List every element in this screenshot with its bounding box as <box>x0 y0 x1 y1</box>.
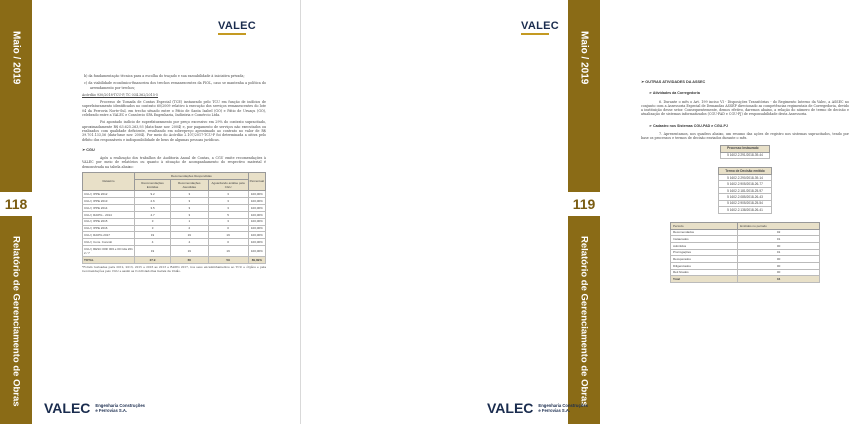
cell-aguardando: 3 <box>208 191 248 198</box>
table-row <box>671 236 820 243</box>
table-row <box>83 225 266 232</box>
cell-label: Total <box>671 276 738 283</box>
cell-emitidas: 2.6 <box>135 198 171 205</box>
cell-label: CGU | Cons. Concob <box>83 239 135 246</box>
cgu-paragraph: Após a realização dos trabalhos de Auditoria Anual de Contas, a CGU emite recomendações à VALEC por meio de relatórios ou quanto à situação de acompanhamento do respectivo material é demonstrada na tabela abaixo: <box>82 156 266 169</box>
section-heading-text: OUTRAS ATIVIDADES DA ASSEC <box>645 80 706 84</box>
periodo-summary-table <box>670 222 820 283</box>
left-paragraph-1: Processo de Tomada de Contas Especial (TCE) instaurado pelo TCU em função de indícios de superfaturamento identificados no contrato 60/2009 relativo à execução dos serviços remanescentes do lote 04 da Ferrovia Norte-Sul, em trecho situado entre o Pátio de Santa Izabel (GO) e Pátio de Uruaçu (GO), celebrado entre a VALEC e Consórcio SPA Engenharia, Indústria e Comércio Ltda. <box>82 100 266 118</box>
right-band-report-title: Relatório de Gerenciamento de Obras <box>578 235 590 407</box>
right-footer-logo: VALEC <box>487 400 534 416</box>
left-paragraph-2: Foi apontado indício de superfaturamento por preço excessivo em 29% do contrato supracitado, aproximadamente R$ 63.625.263,93 (data-base nov. 2004) e, por pagamento de serviços não executados ou realizados com qualidade deficiente, resultando em sobrepreço aproximado ao contrato no valor de R$ 39.701.133,56 (data-base nov. 2004). Por meio do Acórdão 2.107/2017-TCU-P foi determinada a oitiva pelo débito dos responsáveis e indisponibilidade de bens de algumas pessoas jurídicas. <box>82 120 266 142</box>
cell-aguardando: 0 <box>208 225 248 232</box>
cell-pct: 100,00% <box>248 239 265 246</box>
table-total-row <box>83 257 266 264</box>
cell-label: Recuperados <box>671 256 738 263</box>
cell-label: Admitidos <box>671 243 738 250</box>
decisao-number: 5 1602.2.290/2018-39-14 <box>719 174 771 180</box>
cell-emitidas: 3 <box>135 225 171 232</box>
cell-pct: 100,00% <box>248 232 265 239</box>
cell-emitidas: 3.5 <box>135 204 171 211</box>
table-total-row <box>671 276 820 283</box>
cell-atendidas: 4 <box>171 239 208 246</box>
cell-aguardando: 3 <box>208 204 248 211</box>
right-page <box>300 0 849 424</box>
table-row <box>671 229 820 236</box>
right-top-logo <box>521 20 559 35</box>
table-row <box>83 204 266 211</box>
cell-atendidas: 19 <box>171 232 208 239</box>
cell-label: CGU | IPPE 2012 <box>83 191 135 198</box>
cell-atendidas: 3 <box>171 211 208 218</box>
cell-atendidas: 19 <box>171 246 208 257</box>
cell-emitidas: 19 <box>135 232 171 239</box>
table-row <box>671 263 820 270</box>
cell-pct: 89,39% <box>248 257 265 264</box>
left-footer <box>44 400 145 416</box>
cell-pct: 100,00% <box>248 211 265 218</box>
cell-label: TOTAL <box>83 257 135 264</box>
th-termo-decisao: Termo de Decisão emitido <box>719 168 771 175</box>
th-periodo: Período <box>671 222 738 229</box>
termo-decisao-table <box>718 167 771 214</box>
th-aguardando: Aguardando análise pela CGU <box>208 179 248 190</box>
th-emitidas: Recomendações Emitidas <box>135 179 171 190</box>
cgu-heading: ➢ CGU <box>82 147 95 152</box>
th-percentual: Percentual <box>248 173 265 191</box>
table-row <box>719 207 771 213</box>
cell-aguardando: 0 <box>208 239 248 246</box>
cell-pct: 100,00% <box>248 198 265 205</box>
cell-pct: 100,00% <box>248 225 265 232</box>
table-row <box>83 239 266 246</box>
decisao-number: 5 1602.2.085/2018-26-43 <box>719 194 771 200</box>
cell-emitidas: 4 <box>135 239 171 246</box>
cell-atendidas: 3 <box>171 198 208 205</box>
cell-pct: 100,00% <box>248 218 265 225</box>
left-item-b: b) da fundamentação técnica para a escolha do traçado e sua razoabilidade à iniciativa privada; <box>84 74 245 78</box>
decisao-number: 5 1602.2.905/2018-26-77 <box>719 181 771 187</box>
cell-label: CGU | RAIPG - 2014 <box>83 211 135 218</box>
decisao-number: 5 1602.2.905/2018-25-54 <box>719 200 771 206</box>
th-emitidos: Emitidos no período <box>738 222 820 229</box>
acordao-reference: Acórdão 930/2018-TCU-P, TC 034.362/2015-5 <box>82 92 159 97</box>
left-page-number: 118 <box>0 192 32 216</box>
cell-label: Prorrogações <box>671 249 738 256</box>
cell-value: 00 <box>738 263 820 270</box>
cell-emitidas: 3 <box>135 218 171 225</box>
cell-atendidas: 2 <box>171 225 208 232</box>
cell-value: 04 <box>738 276 820 283</box>
cell-value: 00 <box>738 256 820 263</box>
subheading-cadastro-text: Cadastro nos Sistemas CGU-PAD e CGU-PJ <box>653 123 728 128</box>
decisao-number: 5 1602.2.181/2018-25-97 <box>719 187 771 193</box>
left-item-c: c) da viabilidade econômico-financeira dos trechos remanescentes da FIOL, caso se mantenha a política do arrendamento por trechos; <box>84 81 266 90</box>
left-footer-logo: VALEC <box>44 400 91 416</box>
cell-label: Diligenciados <box>671 263 738 270</box>
table-row <box>671 249 820 256</box>
cell-atendidas: 3 <box>171 191 208 198</box>
right-side-band <box>568 0 600 424</box>
section-heading: ➢ OUTRAS ATIVIDADES DA ASSEC <box>641 80 706 84</box>
cell-value: 01 <box>738 249 820 256</box>
subheading-corregedoria: ➢ Atividades da Corregedoria <box>649 91 700 96</box>
table-note: *Foram revisadas para 2012, 2013, 2015 e 2016 as 2013 e RAIPG 2017, nos seus encaminhamentos ao TCU e órgãos e pela recomendações pelo CGU e assim as Controladorias Gerais da União. <box>82 265 266 273</box>
left-side-band <box>0 0 32 424</box>
cell-pct: 100,00% <box>248 204 265 211</box>
cell-aguardando: 19 <box>208 246 248 257</box>
cell-value: 02 <box>738 229 820 236</box>
cell-label: CGU | IPPE 2015 <box>83 218 135 225</box>
cell-value: 00 <box>738 269 820 276</box>
processo-instaurado-table <box>720 145 770 159</box>
left-band-month: Maio / 2019 <box>10 31 22 85</box>
right-top-logo-bar <box>521 33 549 35</box>
cgu-recommendations-table <box>82 172 266 264</box>
cell-aguardando: 5 <box>208 211 248 218</box>
cell-aguardando: 59 <box>208 257 248 264</box>
cell-label: Instaurados <box>671 236 738 243</box>
left-top-logo-bar <box>218 33 246 35</box>
cell-emitidas: 19 <box>135 246 171 257</box>
cell-label: CGU | RESC 003/ 003 e 00 Cda 201 2 / 7 <box>84 247 133 256</box>
left-top-logo <box>218 20 256 35</box>
decisao-number: 5 1602.2.138/2018-26-41 <box>719 207 771 213</box>
cell-pct: 100,00% <box>248 246 265 257</box>
table-row <box>83 218 266 225</box>
cell-label: CGU | IPPE 2016 <box>83 225 135 232</box>
table-row <box>83 191 266 198</box>
cell-emitidas: 27.9 <box>135 257 171 264</box>
cell-pct: 100,00% <box>248 191 265 198</box>
right-top-logo-text: VALEC <box>521 20 559 32</box>
table-row <box>83 211 266 218</box>
cell-value: 01 <box>738 236 820 243</box>
cell-value: 00 <box>738 243 820 250</box>
cell-aguardando: 3 <box>208 218 248 225</box>
cell-atendidas: 1 <box>171 218 208 225</box>
table-row <box>83 198 266 205</box>
right-content <box>641 74 849 283</box>
cell-label: Recomendados <box>671 229 738 236</box>
cell-atendidas: 3 <box>171 204 208 211</box>
cell-label: CGU | IPPE 2014 <box>83 204 135 211</box>
table-row <box>721 152 770 158</box>
table-row <box>671 243 820 250</box>
left-top-logo-text: VALEC <box>218 20 256 32</box>
company-line-1: Engenharia Construções <box>95 403 145 408</box>
right-band-month: Maio / 2019 <box>578 31 590 85</box>
left-page <box>0 0 300 424</box>
cell-label: CGU | RAIPG 2017 <box>83 232 135 239</box>
th-group-respondidas: Recomendações Respondidas <box>135 173 249 180</box>
subheading-corregedoria-text: Atividades da Corregedoria <box>652 91 700 96</box>
table-row <box>671 256 820 263</box>
cell-emitidas: 4.7 <box>135 211 171 218</box>
th-relatorio: Relatório <box>83 173 135 191</box>
th-processo: Processo Instaurado <box>721 145 770 152</box>
subheading-cadastro: ➢ Cadastro nos Sistemas CGU-PAD e CGU-PJ <box>649 123 728 128</box>
right-paragraph-1: 6. Durante o mês o Art. 199 inciso VI - Disposições Transitórias - do Regimento Interno da Valec, a ASSEC no conjunto com a Assessoria Especial de Demandas ASSEP direcionado as competências regimentais de Corregedoria, devido a instituição desse setor. Consequentemente, demos efetivo, daremos abaixo, a relação do número de termo de decisão e atualização de sistemas informatizados (CGU-PAD e CGU-PJ) de responsabilidade desta Assessoria. <box>641 99 849 117</box>
cell-aguardando: 3 <box>208 198 248 205</box>
cell-label: Reti ficados <box>671 269 738 276</box>
right-page-number: 119 <box>568 192 600 216</box>
right-paragraph-2: 7. Apresentamos, nos quadros abaixo, um resumo das ações de registro nos sistemas supracitados, tendo por base os processos e termos de decisão enviados durante o mês. <box>641 132 849 141</box>
right-footer-company <box>538 403 588 413</box>
company-line-2: e Ferrovias S.A. <box>95 408 128 413</box>
cell-label: CGU | IPPE 2013 <box>83 198 135 205</box>
table-row <box>83 232 266 239</box>
company-line-1: Engenharia Construções <box>538 403 588 408</box>
th-atendidas: Recomendações Atendidas <box>171 179 208 190</box>
company-line-2: e Ferrovias S.A. <box>538 408 571 413</box>
left-content <box>82 74 266 277</box>
left-band-report-title: Relatório de Gerenciamento de Obras <box>10 235 22 407</box>
right-footer <box>487 400 588 416</box>
processo-number: 5 1602.2.291/2018-39-44 <box>721 152 770 158</box>
table-row <box>671 269 820 276</box>
cell-atendidas: 66 <box>171 257 208 264</box>
left-footer-company <box>95 403 145 413</box>
cgu-heading-text: CGU <box>86 147 95 152</box>
cell-aguardando: 19 <box>208 232 248 239</box>
cell-emitidas: 9.2 <box>135 191 171 198</box>
table-row <box>83 246 266 257</box>
